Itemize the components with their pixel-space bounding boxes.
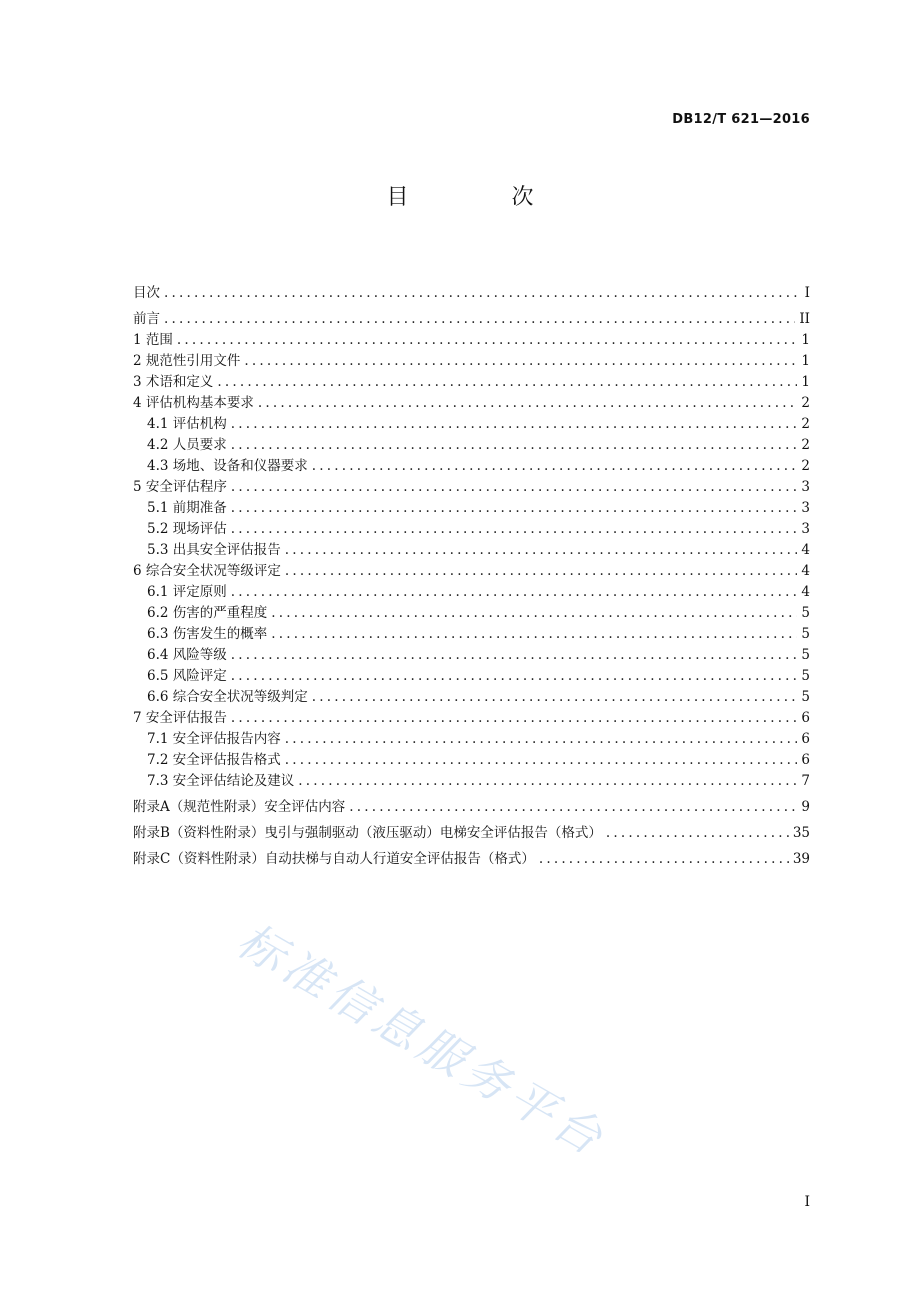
page-title: 目 次 [386,185,582,210]
toc-entry-label: 6.4 风险等级 [147,647,227,663]
toc-entry-page: 6 [801,731,810,747]
toc-entry[interactable] [133,797,810,818]
toc-leader-dots [231,498,798,519]
toc-entry[interactable] [133,477,810,498]
toc-entry-label: 目次 [133,285,160,301]
toc-entry[interactable] [133,414,810,435]
toc-entry-label: 6.1 评定原则 [147,584,227,600]
toc-entry[interactable] [133,372,810,393]
toc-entry-label: 附录C（资料性附录）自动扶梯与自动人行道安全评估报告（格式） [133,851,535,867]
toc-entry-label: 1 范围 [133,332,173,348]
toc-leader-dots [231,708,798,729]
toc-entry-page: 7 [801,773,810,789]
toc-leader-dots [349,797,797,818]
toc-entry-page: 5 [801,605,810,621]
toc-entry-label: 6 综合安全状况等级评定 [133,563,281,579]
toc-entry-page: 2 [801,416,810,432]
toc-entry-label: 3 术语和定义 [133,374,214,390]
toc-entry-page: 2 [801,437,810,453]
toc-entry[interactable] [133,393,810,414]
toc-entry-page: 3 [801,479,810,495]
toc-leader-dots [231,582,798,603]
toc-entry-label: 7.1 安全评估报告内容 [147,731,281,747]
table-of-contents [133,283,810,870]
toc-entry-label: 4 评估机构基本要求 [133,395,254,411]
toc-leader-dots [231,414,798,435]
toc-entry-page: 2 [801,395,810,411]
toc-entry-page: 2 [801,458,810,474]
toc-entry-label: 7.2 安全评估报告格式 [147,752,281,768]
toc-leader-dots [285,750,798,771]
document-code: DB12/T 621—2016 [672,112,810,127]
toc-entry[interactable] [133,351,810,372]
toc-entry[interactable] [133,561,810,582]
toc-entry-page: 3 [801,500,810,516]
toc-entry[interactable] [133,498,810,519]
toc-leader-dots [285,561,798,582]
toc-leader-dots [606,823,789,844]
toc-leader-dots [244,351,797,372]
toc-entry-page: 9 [801,799,810,815]
toc-entry-label: 4.3 场地、设备和仪器要求 [147,458,308,474]
toc-entry[interactable] [133,771,810,792]
toc-entry-label: 6.5 风险评定 [147,668,227,684]
toc-entry[interactable] [133,729,810,750]
toc-entry-page: 4 [801,584,810,600]
toc-entry-page: 1 [801,353,810,369]
toc-entry-page: 3 [801,521,810,537]
toc-entry-page: 5 [801,647,810,663]
toc-entry[interactable] [133,519,810,540]
toc-leader-dots [231,645,798,666]
toc-entry-page: 6 [801,752,810,768]
toc-leader-dots [539,849,789,870]
toc-leader-dots [231,477,798,498]
toc-entry-page: 1 [801,374,810,390]
toc-entry-page: 39 [792,851,810,867]
toc-entry[interactable] [133,330,810,351]
toc-leader-dots [271,624,797,645]
toc-leader-dots [217,372,797,393]
toc-entry-label: 4.2 人员要求 [147,437,227,453]
toc-leader-dots [271,603,797,624]
toc-leader-dots [298,771,797,792]
toc-entry-label: 附录A（规范性附录）安全评估内容 [133,799,346,815]
toc-entry-page: 4 [801,542,810,558]
toc-entry[interactable] [133,540,810,561]
toc-leader-dots [177,330,798,351]
toc-entry-label: 7 安全评估报告 [133,710,227,726]
toc-entry-label: 6.2 伤害的严重程度 [147,605,268,621]
toc-entry-page: 1 [801,332,810,348]
toc-entry[interactable] [133,823,810,844]
toc-entry-page: 6 [801,710,810,726]
toc-entry[interactable] [133,456,810,477]
toc-entry[interactable] [133,750,810,771]
toc-entry-label: 5.2 现场评估 [147,521,227,537]
toc-entry-label: 附录B（资料性附录）曳引与强制驱动（液压驱动）电梯安全评估报告（格式） [133,825,602,841]
toc-entry-label: 7.3 安全评估结论及建议 [147,773,295,789]
toc-entry-label: 前言 [133,311,160,327]
toc-leader-dots [312,687,798,708]
toc-entry-label: 5.3 出具安全评估报告 [147,542,281,558]
toc-leader-dots [231,666,798,687]
watermark: 标准信息服务平台 [228,912,616,1168]
toc-entry-label: 2 规范性引用文件 [133,353,241,369]
toc-entry-page: 5 [801,668,810,684]
toc-entry-label: 4.1 评估机构 [147,416,227,432]
toc-entry[interactable] [133,708,810,729]
toc-entry-page: 5 [801,689,810,705]
toc-leader-dots [312,456,798,477]
toc-entry-page: 5 [801,626,810,642]
toc-entry[interactable] [133,624,810,645]
page-number: I [804,1194,810,1210]
toc-entry[interactable] [133,309,810,330]
toc-entry-page: II [799,311,810,327]
toc-entry[interactable] [133,666,810,687]
toc-leader-dots [231,435,798,456]
toc-entry[interactable] [133,582,810,603]
toc-entry[interactable] [133,849,810,870]
toc-entry-label: 6.3 伤害发生的概率 [147,626,268,642]
toc-leader-dots [285,540,798,561]
toc-entry-label: 5.1 前期准备 [147,500,227,516]
toc-entry-page: I [804,285,810,301]
toc-entry-page: 4 [801,563,810,579]
toc-entry[interactable] [133,645,810,666]
toc-leader-dots [164,283,801,304]
toc-leader-dots [285,729,798,750]
toc-entry[interactable] [133,687,810,708]
toc-entry-label: 5 安全评估程序 [133,479,227,495]
toc-leader-dots [164,309,795,330]
toc-entry-label: 6.6 综合安全状况等级判定 [147,689,308,705]
toc-leader-dots [258,393,798,414]
toc-entry[interactable] [133,603,810,624]
toc-leader-dots [231,519,798,540]
toc-entry[interactable] [133,435,810,456]
toc-entry[interactable] [133,283,810,304]
toc-entry-page: 35 [792,825,810,841]
